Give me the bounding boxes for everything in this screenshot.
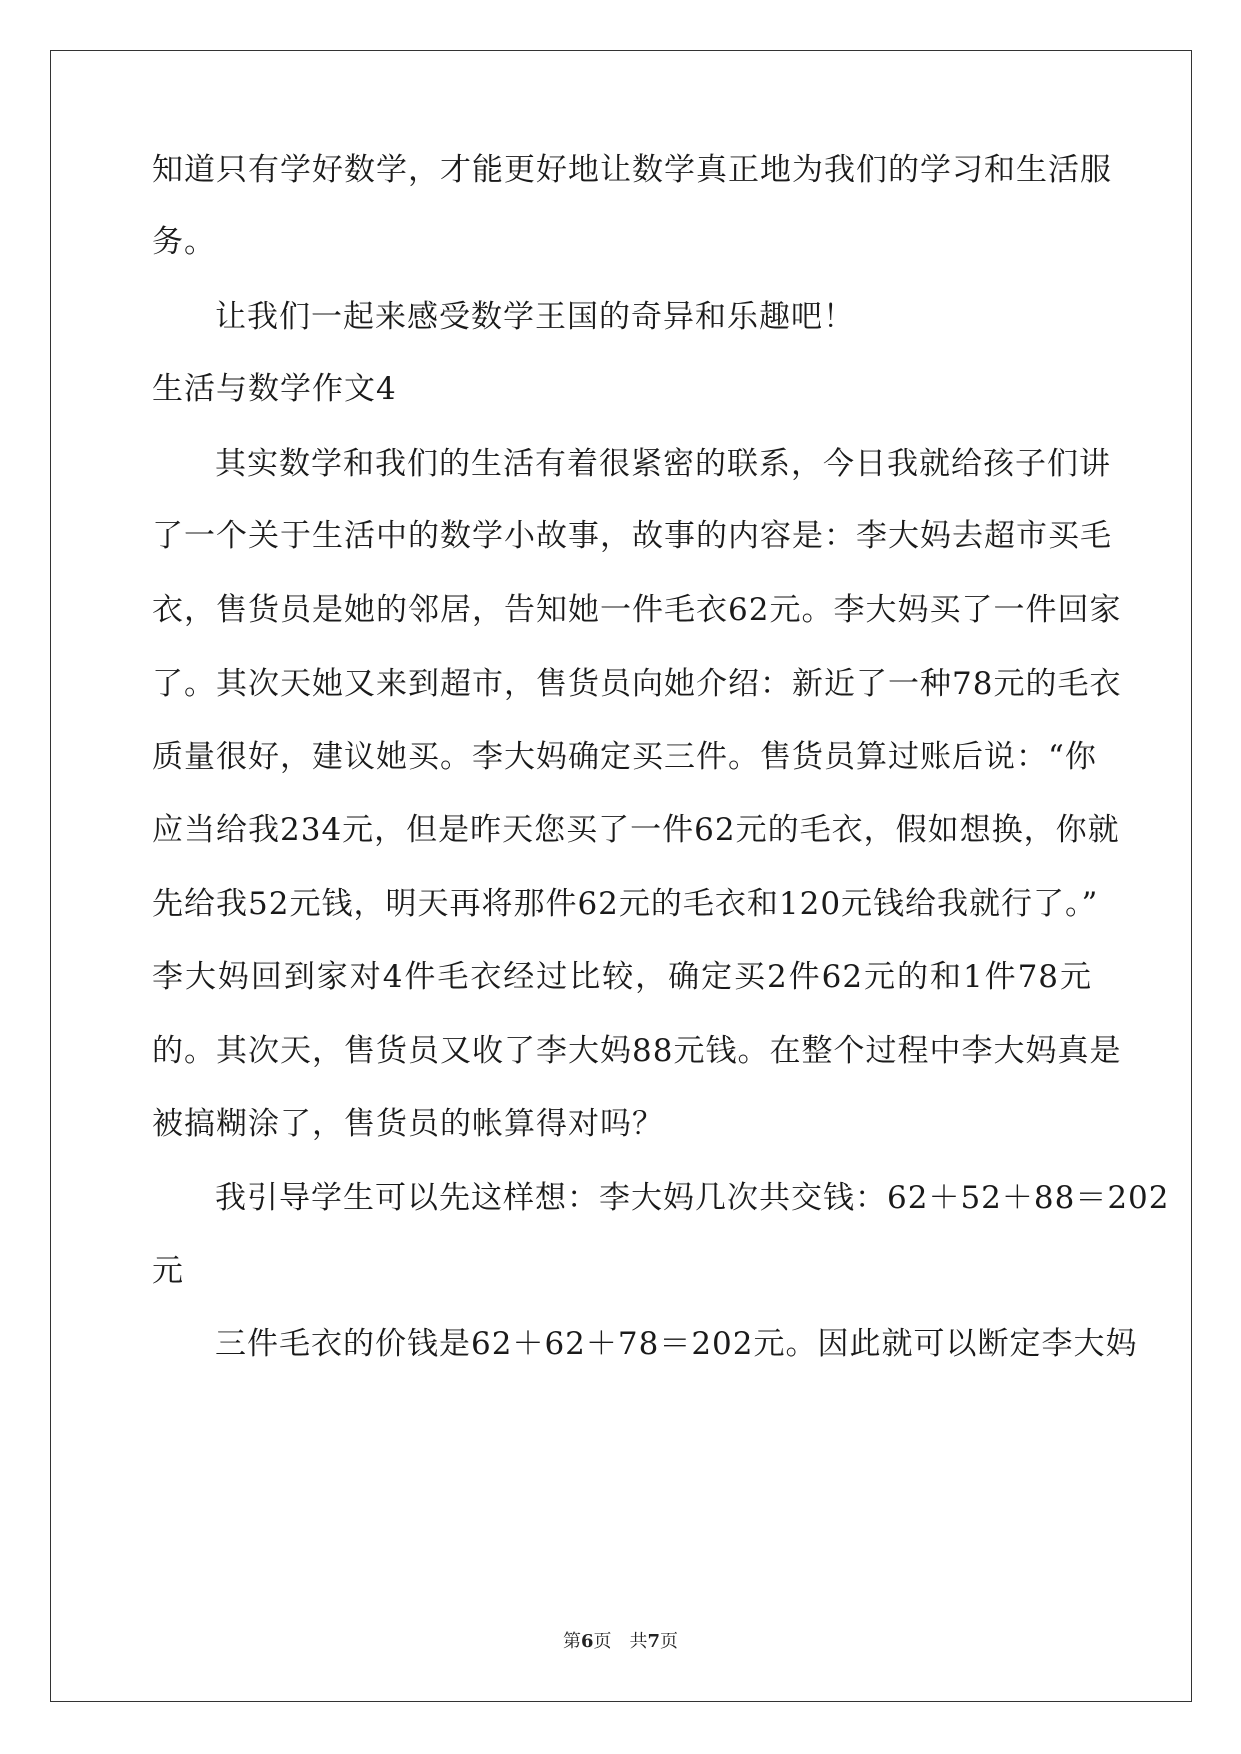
- total-pages-number: 7: [647, 1631, 661, 1652]
- paragraph-line: 我引导学生可以先这样想：李大妈几次共交钱：62＋52＋88＝202: [215, 1180, 1170, 1216]
- paragraph-line: 衣，售货员是她的邻居，告知她一件毛衣62元。李大妈买了一件回家: [152, 592, 1122, 628]
- paragraph-line: 元: [152, 1253, 184, 1289]
- paragraph-line: 三件毛衣的价钱是62＋62＋78＝202元。因此就可以断定李大妈: [215, 1326, 1138, 1362]
- paragraph-line: 应当给我234元，但是昨天您买了一件62元的毛衣，假如想换，你就: [152, 812, 1120, 848]
- paragraph-line: 了一个关于生活中的数学小故事，故事的内容是：李大妈去超市买毛: [152, 518, 1112, 554]
- paragraph-line: 先给我52元钱，明天再将那件62元的毛衣和120元钱给我就行了。”: [152, 886, 1099, 922]
- footer-suffix: 页: [660, 1631, 679, 1652]
- paragraph-line: 被搞糊涂了，售货员的帐算得对吗？: [152, 1106, 664, 1142]
- paragraph-line: 的。其次天，售货员又收了李大妈88元钱。在整个过程中李大妈真是: [152, 1033, 1122, 1069]
- footer-mid: 页 共: [593, 1631, 648, 1652]
- paragraph-line: 其实数学和我们的生活有着很紧密的联系，今日我就给孩子们讲: [215, 446, 1111, 482]
- current-page-number: 6: [580, 1631, 594, 1652]
- paragraph-line: 让我们一起来感受数学王国的奇异和乐趣吧！: [215, 299, 855, 335]
- paragraph-line: 务。: [152, 224, 216, 260]
- paragraph-line: 知道只有学好数学，才能更好地让数学真正地为我们的学习和生活服: [152, 152, 1112, 188]
- paragraph-line: 了。其次天她又来到超市，售货员向她介绍：新近了一种78元的毛衣: [152, 666, 1122, 702]
- section-heading: 生活与数学作文4: [152, 371, 397, 407]
- footer-prefix: 第: [562, 1631, 581, 1652]
- page-footer: [0, 1630, 1241, 1654]
- paragraph-line: 质量很好，建议她买。李大妈确定买三件。售货员算过账后说：“你: [152, 739, 1097, 775]
- paragraph-line: 李大妈回到家对4件毛衣经过比较，确定买2件62元的和1件78元: [152, 959, 1092, 995]
